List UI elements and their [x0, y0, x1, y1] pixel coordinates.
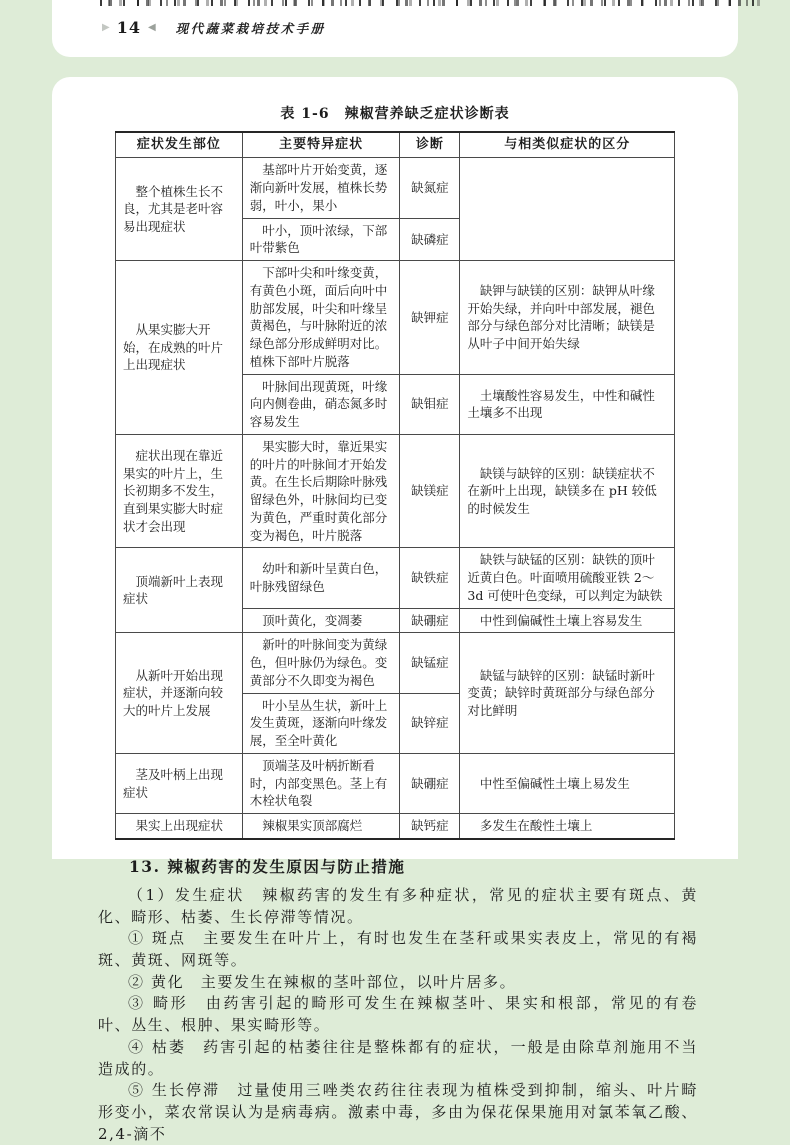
table-cell: 症状出现在靠近果实的叶片上，生长初期多不发生，直到果实膨大时症状才会出现 [116, 434, 243, 548]
table-cell: 果实膨大时，靠近果实的叶片的叶脉间才开始发黄。在生长后期除叶脉残留绿色外，叶脉间均已变为黄色，严重时黄化部分变为褐色，叶片脱落 [242, 434, 400, 548]
table-header-cell: 诊断 [400, 132, 460, 158]
table-row [116, 158, 675, 218]
table-cell: 顶叶黄化，变凋萎 [242, 608, 400, 633]
table-cell: 缺钾与缺镁的区别：缺钾从叶缘开始失绿，并向叶中部发展，褪色部分与绿色部分对比清晰；缺镁是从叶子中间开始失绿 [460, 261, 675, 375]
book-title: 现代蔬菜栽培技术手册 [175, 20, 326, 36]
table-cell: 缺镁与缺锌的区别：缺镁症状不在新叶上出现，缺镁多在 pH 较低的时候发生 [460, 434, 675, 548]
table-cell: 缺镁症 [400, 434, 460, 548]
table-row [116, 814, 675, 839]
table-cell: 顶端茎及叶柄折断看时，内部变黑色。茎上有木栓状龟裂 [242, 753, 400, 813]
paragraph: ③ 畸形 由药害引起的畸形可发生在辣椒茎叶、果实和根部，常见的有卷叶、丛生、根肿、果实畸形等。 [98, 994, 698, 1035]
table-header-cell: 与相类似症状的区分 [460, 132, 675, 158]
table-header-row [116, 132, 675, 158]
table-cell: 叶小呈丛生状，新叶上发生黄斑，逐渐向叶缘发展，至全叶黄化 [242, 693, 400, 753]
table-cell: 缺磷症 [400, 218, 460, 261]
table-cell: 缺锰症 [400, 633, 460, 693]
table-row [116, 261, 675, 375]
table-cell: 叶脉间出现黄斑，叶缘向内侧卷曲，硝态氮多时容易发生 [242, 374, 400, 434]
running-header [102, 18, 326, 37]
table-cell: 叶小，顶叶浓绿，下部叶带紫色 [242, 218, 400, 261]
page-marker-right-icon: ▶ [102, 21, 110, 33]
table-cell: 缺锰与缺锌的区别：缺锰时新叶变黄；缺锌时黄斑部分与绿色部分对比鲜明 [460, 633, 675, 754]
table-cell: 茎及叶柄上出现症状 [116, 753, 243, 813]
table-cell: 缺铁症 [400, 548, 460, 608]
deficiency-diagnosis-table [115, 131, 675, 840]
page-header-card [52, 0, 738, 57]
table-cell: 缺钼症 [400, 374, 460, 434]
table-cell: 下部叶尖和叶缘变黄，有黄色小斑，面后向叶中肋部发展，叶尖和叶缘呈黄褐色，与叶脉附近的浓绿色部分形成鲜明对比。植株下部叶片脱落 [242, 261, 400, 375]
paragraph: ① 斑点 主要发生在叶片上，有时也发生在茎秆或果实表皮上，常见的有褐斑、黄斑、网斑等。 [98, 929, 698, 970]
page-marker-left-icon: ◀ [147, 21, 156, 33]
page-content-card [52, 77, 738, 1143]
table-cell: 从新叶开始出现症状，并逐渐向较大的叶片上发展 [116, 633, 243, 754]
table-cell: 缺硼症 [400, 753, 460, 813]
table-cell [460, 158, 675, 261]
paragraph: （1）发生症状 辣椒药害的发生有多种症状，常见的症状主要有斑点、黄化、畸形、枯萎、生长停滞等情况。 [98, 885, 698, 926]
table-cell: 基部叶片开始变黄，逐渐向新叶发展，植株长势弱，叶小，果小 [242, 158, 400, 218]
table-cell: 新叶的叶脉间变为黄绿色，但叶脉仍为绿色。变黄部分不久即变为褐色 [242, 633, 400, 693]
table-cell: 缺钙症 [400, 814, 460, 839]
section-heading: 13. 辣椒药害的发生原因与防止措施 [129, 856, 406, 876]
table-title: 表 1-6 辣椒营养缺乏症状诊断表 [280, 106, 510, 122]
paragraph: ⑤ 生长停滞 过量使用三唑类农药往往表现为植株受到抑制，缩头、叶片畸形变小，菜农常误认为是病毒病。激素中毒，多由为保花保果施用对氯苯氧乙酸、2,4-滴不 [98, 1081, 698, 1143]
paragraph: ② 黄化 主要发生在辣椒的茎叶部位，以叶片居多。 [128, 972, 517, 991]
paragraph: ④ 枯萎 药害引起的枯萎往往是整株都有的症状，一般是由除草剂施用不当造成的。 [98, 1037, 698, 1078]
table-cell: 土壤酸性容易发生，中性和碱性土壤多不出现 [460, 374, 675, 434]
table-row [116, 548, 675, 608]
table-cell: 缺氮症 [400, 158, 460, 218]
table-cell: 整个植株生长不良，尤其是老叶容易出现症状 [116, 158, 243, 261]
table-cell: 中性到偏碱性土壤上容易发生 [460, 608, 675, 633]
table-cell: 辣椒果实顶部腐烂 [242, 814, 400, 839]
table-header-cell: 主要特异症状 [242, 132, 400, 158]
table-row [116, 753, 675, 813]
table-cell: 果实上出现症状 [116, 814, 243, 839]
table-row [116, 434, 675, 548]
table-cell: 缺硼症 [400, 608, 460, 633]
table-cell: 幼叶和新叶呈黄白色，叶脉残留绿色 [242, 548, 400, 608]
body-text [52, 855, 738, 1145]
table-cell: 中性至偏碱性土壤上易发生 [460, 753, 675, 813]
table-cell: 顶端新叶上表现症状 [116, 548, 243, 633]
table-cell: 多发生在酸性土壤上 [460, 814, 675, 839]
table-cell: 从果实膨大开始，在成熟的叶片上出现症状 [116, 261, 243, 435]
table-row [116, 633, 675, 693]
table-header-cell: 症状发生部位 [116, 132, 243, 158]
page-number: 14 [116, 18, 141, 37]
clipped-text-remnant [100, 0, 760, 6]
table-cell: 缺锌症 [400, 693, 460, 753]
table-cell: 缺铁与缺锰的区别：缺铁的顶叶近黄白色。叶面喷用硫酸亚铁 2～3d 可使叶色变绿，可以判定为缺铁 [460, 548, 675, 608]
table-cell: 缺钾症 [400, 261, 460, 375]
